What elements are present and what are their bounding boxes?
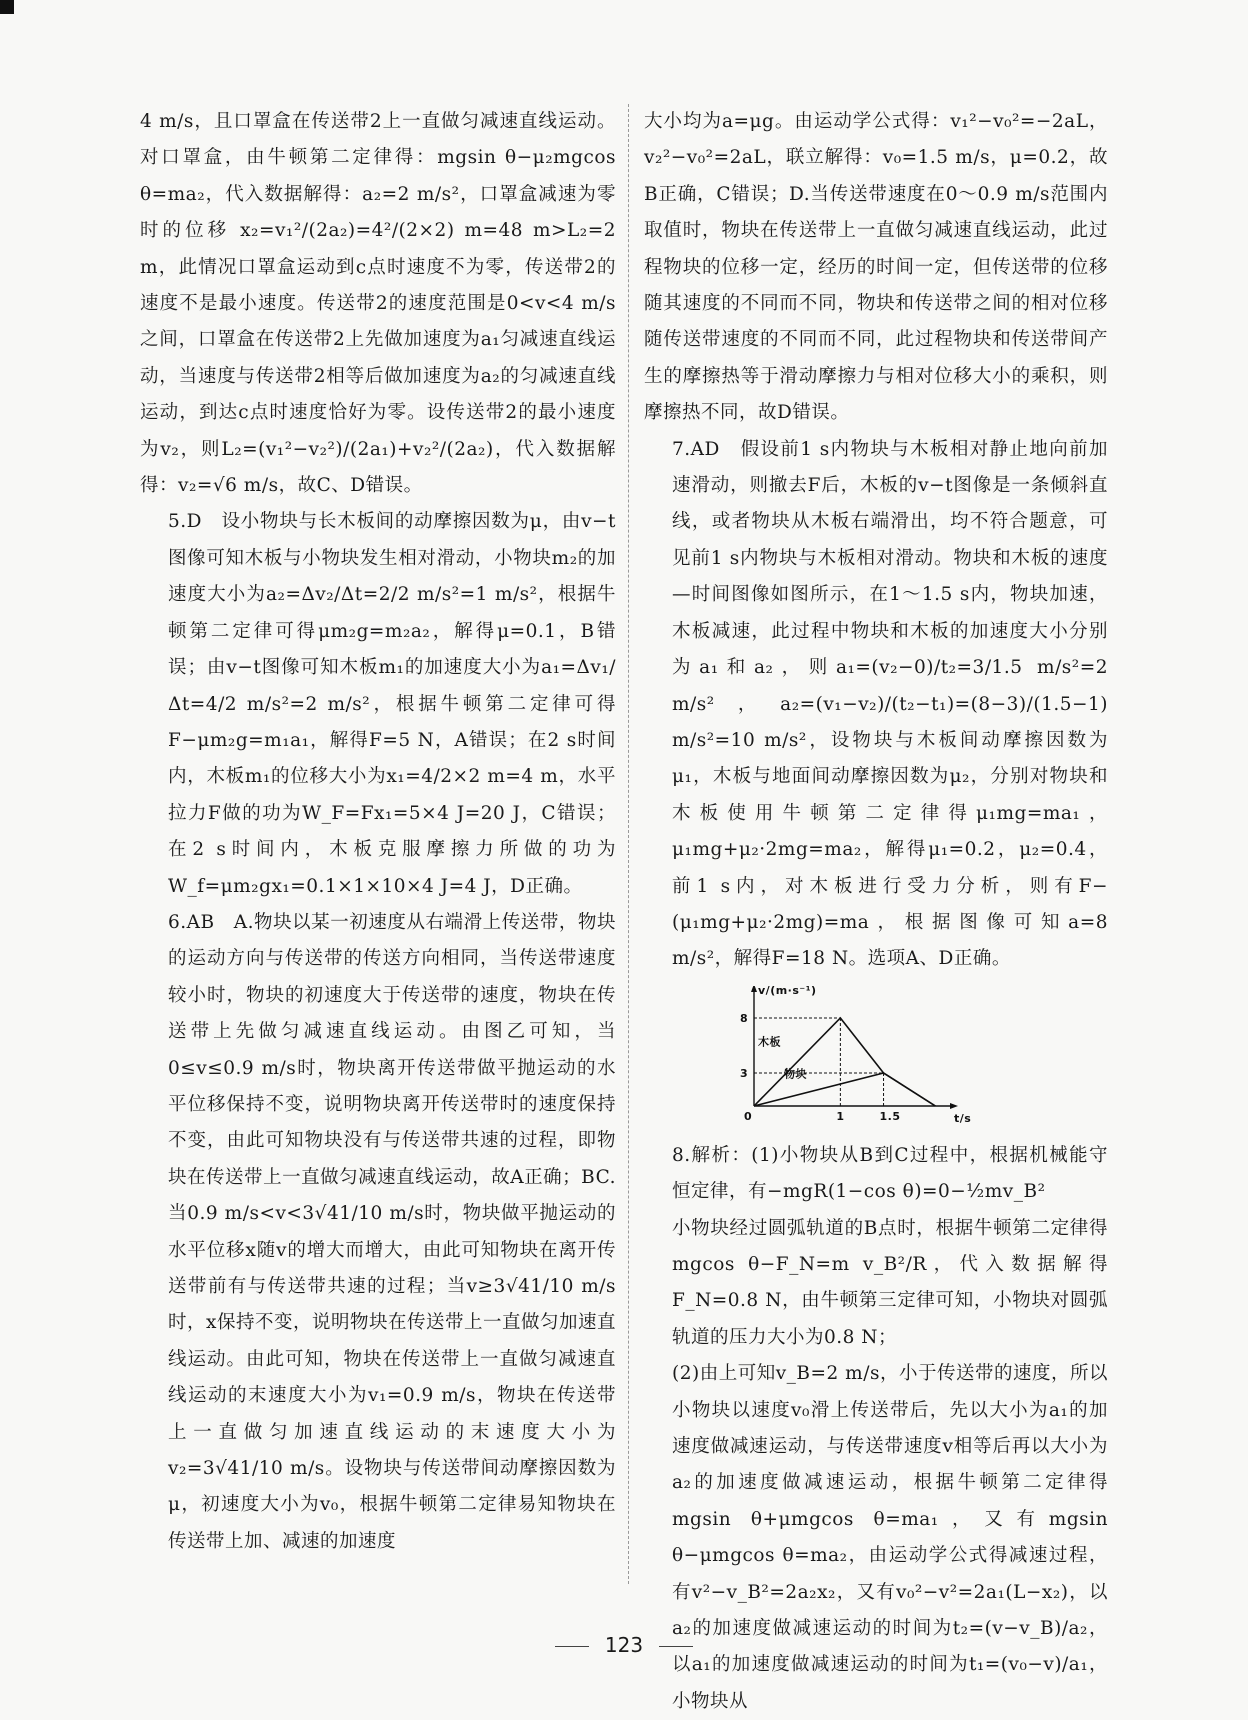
- right-column: [644, 104, 1108, 1720]
- page-number: 123: [604, 1633, 644, 1657]
- answer-7: 7.AD 假设前1 s内物块与木板相对静止地向前加速滑动，则撤去F后，木板的v−t图像是一条倾斜直线，或者物块从木板右端滑出，均不符合题意，可见前1 s内物块与木板相对滑动。物块和木板的速度—时间图像如图所示，在1～1.5 s内，物块加速，木板减速，此过程中物块和木板的加速度大小分别为a₁和a₂，则a₁=(v₂−0)/t₂=3/1.5 m/s²=2 m/s²，a₂=(v₁−v₂)/(t₂−t₁)=(8−3)/(1.5−1) m/s²=10 m/s²，设物块与木板间动摩擦因数为μ₁，木板与地面间动摩擦因数为μ₂，分别对物块和木板使用牛顿第二定律得μ₁mg=ma₁，μ₁mg+μ₂·2mg=ma₂，解得μ₁=0.2，μ₂=0.4，前1 s内，对木板进行受力分析，则有F−(μ₁mg+μ₂·2mg)=ma，根据图像可知a=8 m/s²，解得F=18 N。选项A、D正确。: [672, 438, 1108, 970]
- answer-paragraph: 4 m/s，且口罩盒在传送带2上一直做匀减速直线运动。对口罩盒，由牛顿第二定律得：mgsin θ−μ₂mgcos θ=ma₂，代入数据解得：a₂=2 m/s²，口罩盒减速为零时的位移 x₂=v₁²/(2a₂)=4²/(2×2) m=48 m>L₂=2 m，此情况口罩盒运动到c点时速度不为零，传送带2的速度不是最小速度。传送带2的速度范围是0<v<4 m/s之间，口罩盒在传送带2上先做加速度为a₁匀减速直线运动，当速度与传送带2相等后做加速度为a₂的匀减速直线运动，到达c点时速度恰好为零。设传送带2的最小速度为v₂，则L₂=(v₁²−v₂²)/(2a₁)+v₂²/(2a₂)，代入数据解得：v₂=√6 m/s，故C、D错误。: [140, 111, 616, 497]
- x-tick-label: 1.5: [879, 1109, 901, 1123]
- answer-8: 8.解析：(1)小物块从B到C过程中，根据机械能守恒定律，有−mgR(1−cos θ)=0−½mv_B²: [672, 1144, 1108, 1203]
- origin-label: 0: [744, 1109, 753, 1123]
- y-tick-label: 8: [740, 1011, 749, 1025]
- footer-dash-right: [659, 1646, 693, 1647]
- answer-6-continued: 大小均为a=μg。由运动学公式得：v₁²−v₀²=−2aL，v₂²−v₀²=2aL，联立解得：v₀=1.5 m/s，μ=0.2，故B正确，C错误；D.当传送带速度在0～0.9 m/s范围内取值时，物块在传送带上一直做匀减速直线运动，此过程物块的位移一定，经历的时间一定，但传送带的位移随其速度的不同而不同，物块和传送带之间的相对位移随传送带速度的不同而不同，此过程物块和传送带间产生的摩擦热等于滑动摩擦力与相对位移大小的乘积，则摩擦热不同，故D错误。: [644, 111, 1108, 424]
- velocity-time-graph: [644, 986, 1108, 1132]
- answer-6: 6.AB A.物块以某一初速度从右端滑上传送带，物块的运动方向与传送带的传送方向相同，当传送带速度较小时，物块的初速度大于传送带的速度，物块在传送带上先做匀减速直线运动。由图乙可知，当0≤v≤0.9 m/s时，物块离开传送带做平抛运动的水平位移保持不变，说明物块离开传送带时的速度保持不变，由此可知物块没有与传送带共速的过程，即物块在传送带上一直做匀减速直线运动，故A正确；BC.当0.9 m/s<v<3√41/10 m/s时，物块做平抛运动的水平位移x随v的增大而增大，由此可知物块在离开传送带前有与传送带共速的过程；当v≥3√41/10 m/s时，x保持不变，说明物块在传送带上一直做匀加速直线运动。由此可知，物块在传送带上一直做匀减速直线运动的末速度大小为v₁=0.9 m/s，物块在传送带上一直做匀加速直线运动的末速度大小为v₂=3√41/10 m/s。设物块与传送带间动摩擦因数为μ，初速度大小为v₀，根据牛顿第二定律易知物块在传送带上加、减速的加速度: [168, 911, 616, 1552]
- footer-dash-left: [555, 1646, 589, 1647]
- answer-8-b-point: 小物块经过圆弧轨道的B点时，根据牛顿第二定律得mgcos θ−F_N=m v_B²/R，代入数据解得F_N=0.8 N，由牛顿第三定律可知，小物块对圆弧轨道的压力大小为0.8 N；: [672, 1217, 1108, 1348]
- series-label-board: 木板: [758, 1035, 781, 1049]
- series-line-board: [754, 1018, 935, 1106]
- x-axis-arrow: [950, 1103, 958, 1109]
- corner-mark: [0, 0, 14, 14]
- left-column: [140, 104, 616, 1560]
- column-divider: [628, 104, 629, 1584]
- series-label-block: 物块: [784, 1067, 807, 1081]
- x-tick-label: 1: [836, 1109, 845, 1123]
- answer-5: 5.D 设小物块与长木板间的动摩擦因数为μ，由v−t图像可知木板与小物块发生相对滑动，小物块m₂的加速度大小为a₂=Δv₂/Δt=2/2 m/s²=1 m/s²，根据牛顿第二定律可得μm₂g=m₂a₂，解得μ=0.1，B错误；由v−t图像可知木板m₁的加速度大小为a₁=Δv₁/Δt=4/2 m/s²=2 m/s²，根据牛顿第二定律可得F−μm₂g=m₁a₁，解得F=5 N，A错误；在2 s时间内，木板m₁的位移大小为x₁=4/2×2 m=4 m，水平拉力F做的功为W_F=Fx₁=5×4 J=20 J，C错误；在2 s时间内，木板克服摩擦力所做的功为W_f=μm₂gx₁=0.1×1×10×4 J=4 J，D正确。: [168, 511, 616, 897]
- answer-8-part-2: (2)由上可知v_B=2 m/s，小于传送带的速度，所以小物块以速度v₀滑上传送带后，先以大小为a₁的加速度做减速运动，与传送带速度v相等后再以大小为a₂的加速度做减速运动，根据牛顿第二定律得mgsin θ+μmgcos θ=ma₁，又有mgsin θ−μmgcos θ=ma₂，由运动学公式得减速过程，有v²−v_B²=2a₂x₂，又有v₀²−v²=2a₁(L−x₂)，以a₂的加速度做减速运动的时间为t₂=(v−v_B)/a₂，以a₁的加速度做减速运动的时间为t₁=(v₀−v)/a₁，小物块从: [672, 1363, 1108, 1712]
- page-number-footer: [0, 1633, 1248, 1657]
- x-axis-label: t/s: [954, 1111, 972, 1125]
- y-tick-label: 3: [740, 1066, 749, 1080]
- y-axis-label: v/(m·s⁻¹): [758, 985, 817, 997]
- y-axis-arrow: [751, 986, 757, 992]
